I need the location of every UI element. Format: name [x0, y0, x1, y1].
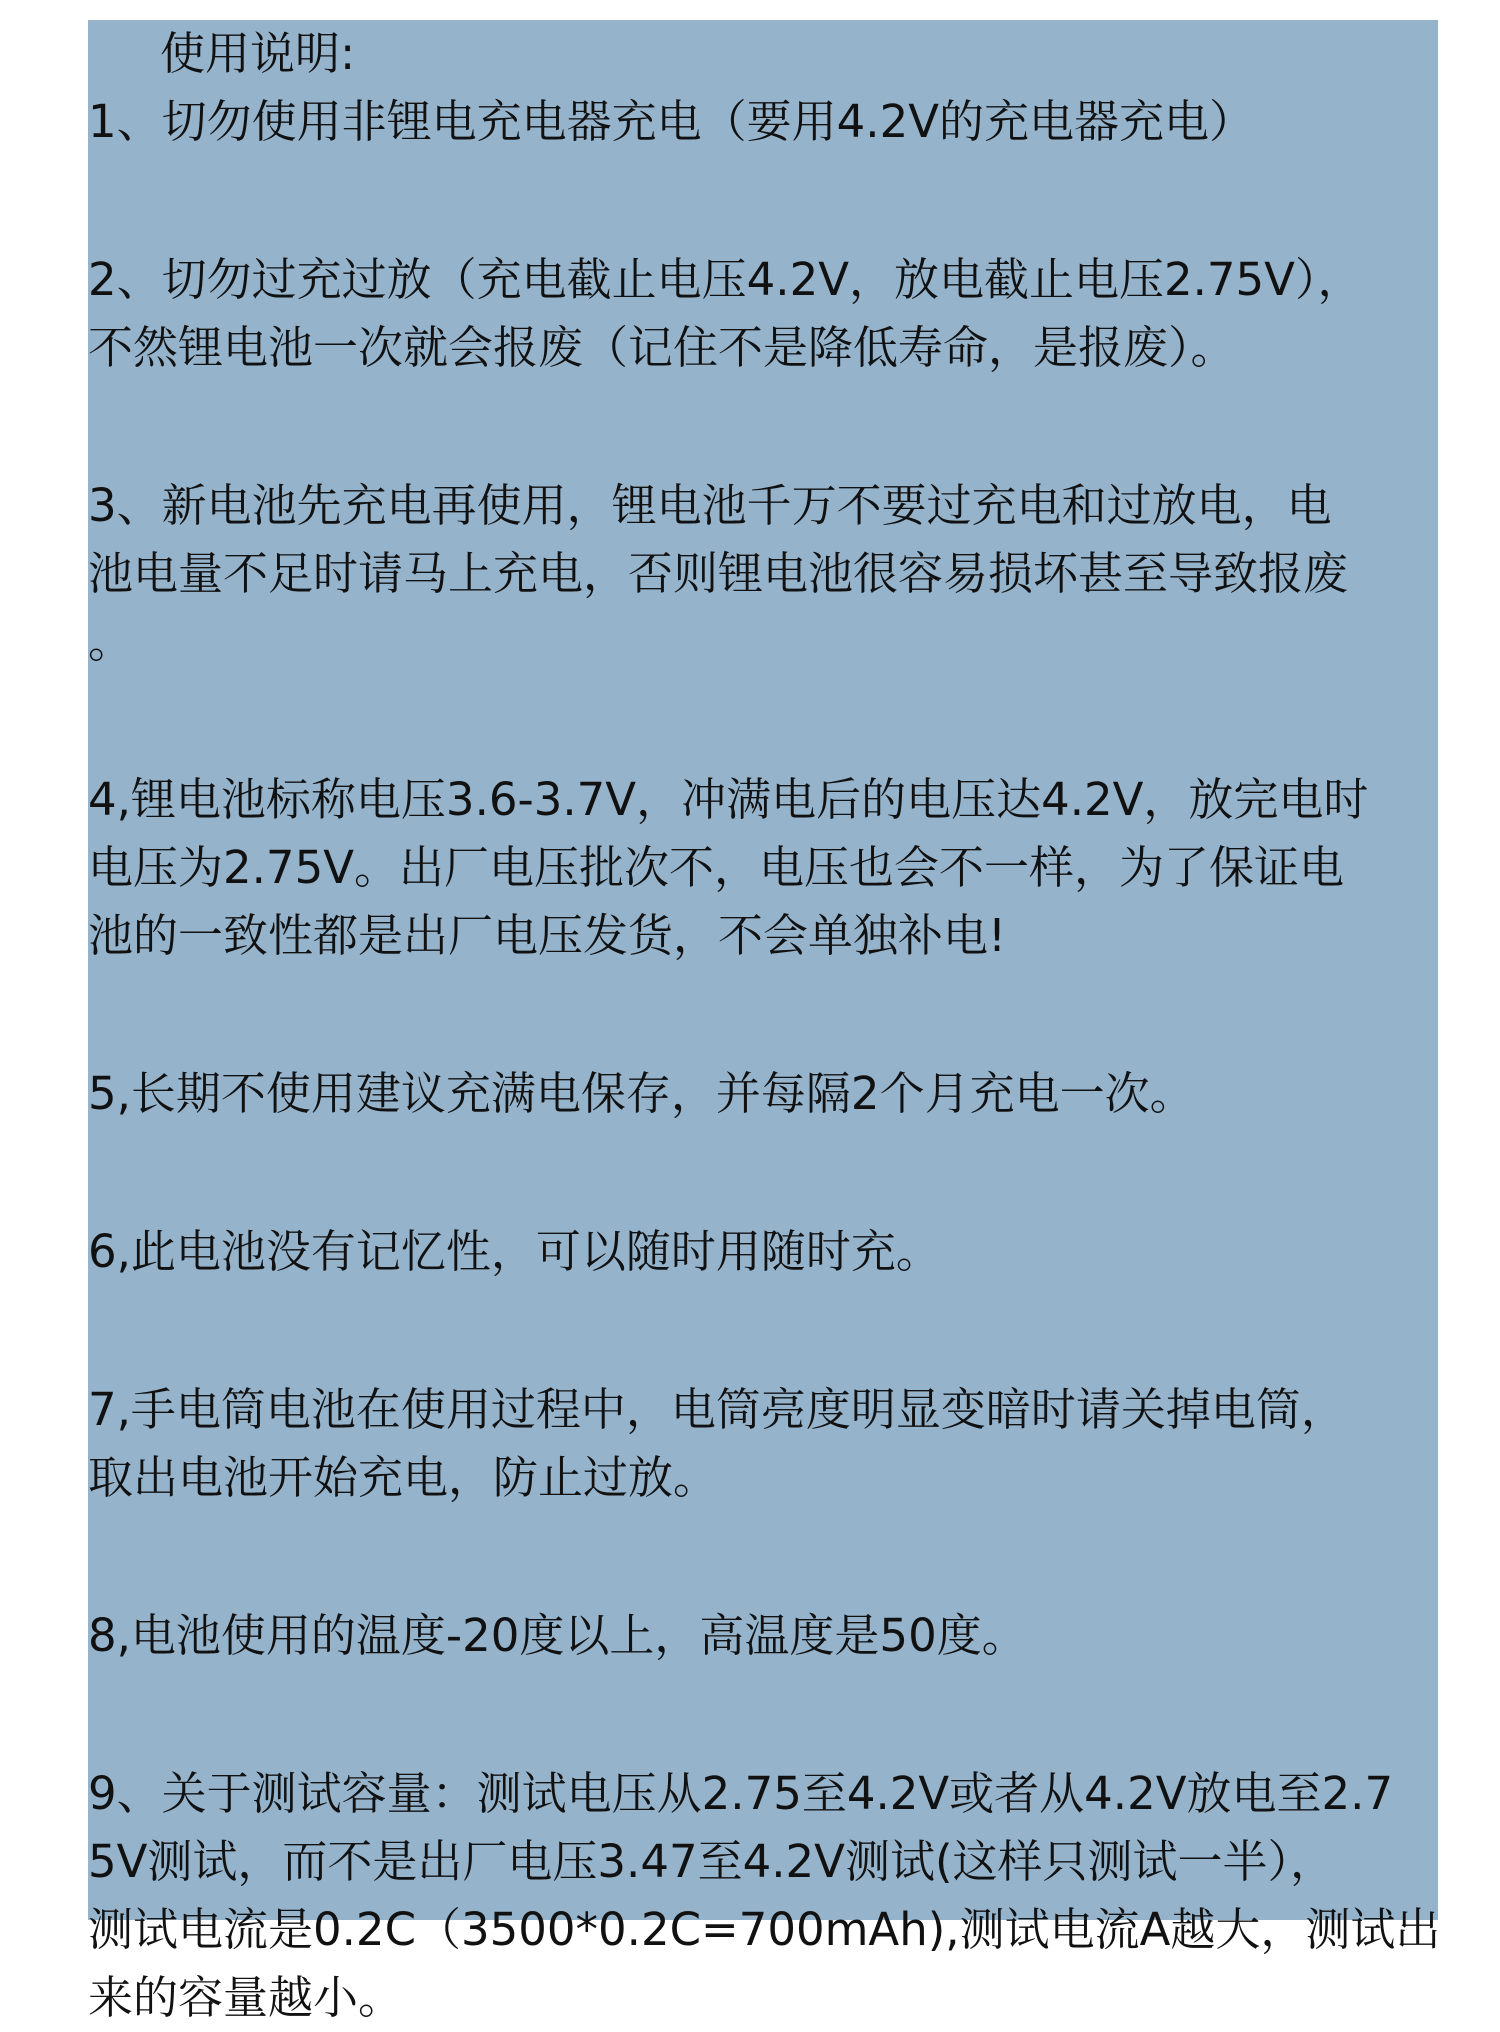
item-9-line-2: 5V测试，而不是出厂电压3.47至4.2V测试(这样只测试一半），: [88, 1835, 1336, 1888]
item-4-line-1: 4,锂电池标称电压3.6-3.7V，冲满电后的电压达4.2V，放完电时: [88, 773, 1369, 826]
heading: 使用说明:: [160, 27, 356, 80]
item-4-line-3: 池的一致性都是出厂电压发货，不会单独补电!: [88, 909, 1007, 962]
instructions-panel: [88, 20, 1441, 2024]
item-2-line-2: 不然锂电池一次就会报废（记住不是降低寿命，是报废）。: [88, 321, 1236, 374]
instructions-text: [88, 20, 1441, 2032]
item-3-line-1: 3、新电池先充电再使用，锂电池千万不要过充电和过放电，电: [88, 479, 1332, 532]
item-7-line-2: 取出电池开始充电，防止过放。: [88, 1451, 719, 1504]
item-5-line-1: 5,长期不使用建议充满电保存，并每隔2个月充电一次。: [88, 1067, 1195, 1120]
item-4-line-2: 电压为2.75V。出厂电压批次不，电压也会不一样，为了保证电: [88, 841, 1344, 894]
item-9-line-1: 9、关于测试容量：测试电压从2.75至4.2V或者从4.2V放电至2.7: [88, 1767, 1394, 1820]
item-6-line-1: 6,此电池没有记忆性，可以随时用随时充。: [88, 1225, 941, 1278]
item-1-line-1: 1、切勿使用非锂电充电器充电（要用4.2V的充电器充电）: [88, 95, 1254, 148]
item-2-line-1: 2、切勿过充过放（充电截止电压4.2V，放电截止电压2.75V），: [88, 253, 1363, 306]
item-9-line-4: 来的容量越小。: [88, 1971, 404, 2024]
item-8-line-1: 8,电池使用的温度-20度以上，高温度是50度。: [88, 1609, 1027, 1662]
item-9-line-3: 测试电流是0.2C（3500*0.2C=700mAh),测试电流A越大，测试出: [88, 1903, 1441, 1956]
item-3-line-3: 。: [88, 615, 134, 668]
item-3-line-2: 池电量不足时请马上充电，否则锂电池很容易损坏甚至导致报废: [88, 547, 1349, 600]
item-7-line-1: 7,手电筒电池在使用过程中，电筒亮度明显变暗时请关掉电筒，: [88, 1383, 1346, 1436]
